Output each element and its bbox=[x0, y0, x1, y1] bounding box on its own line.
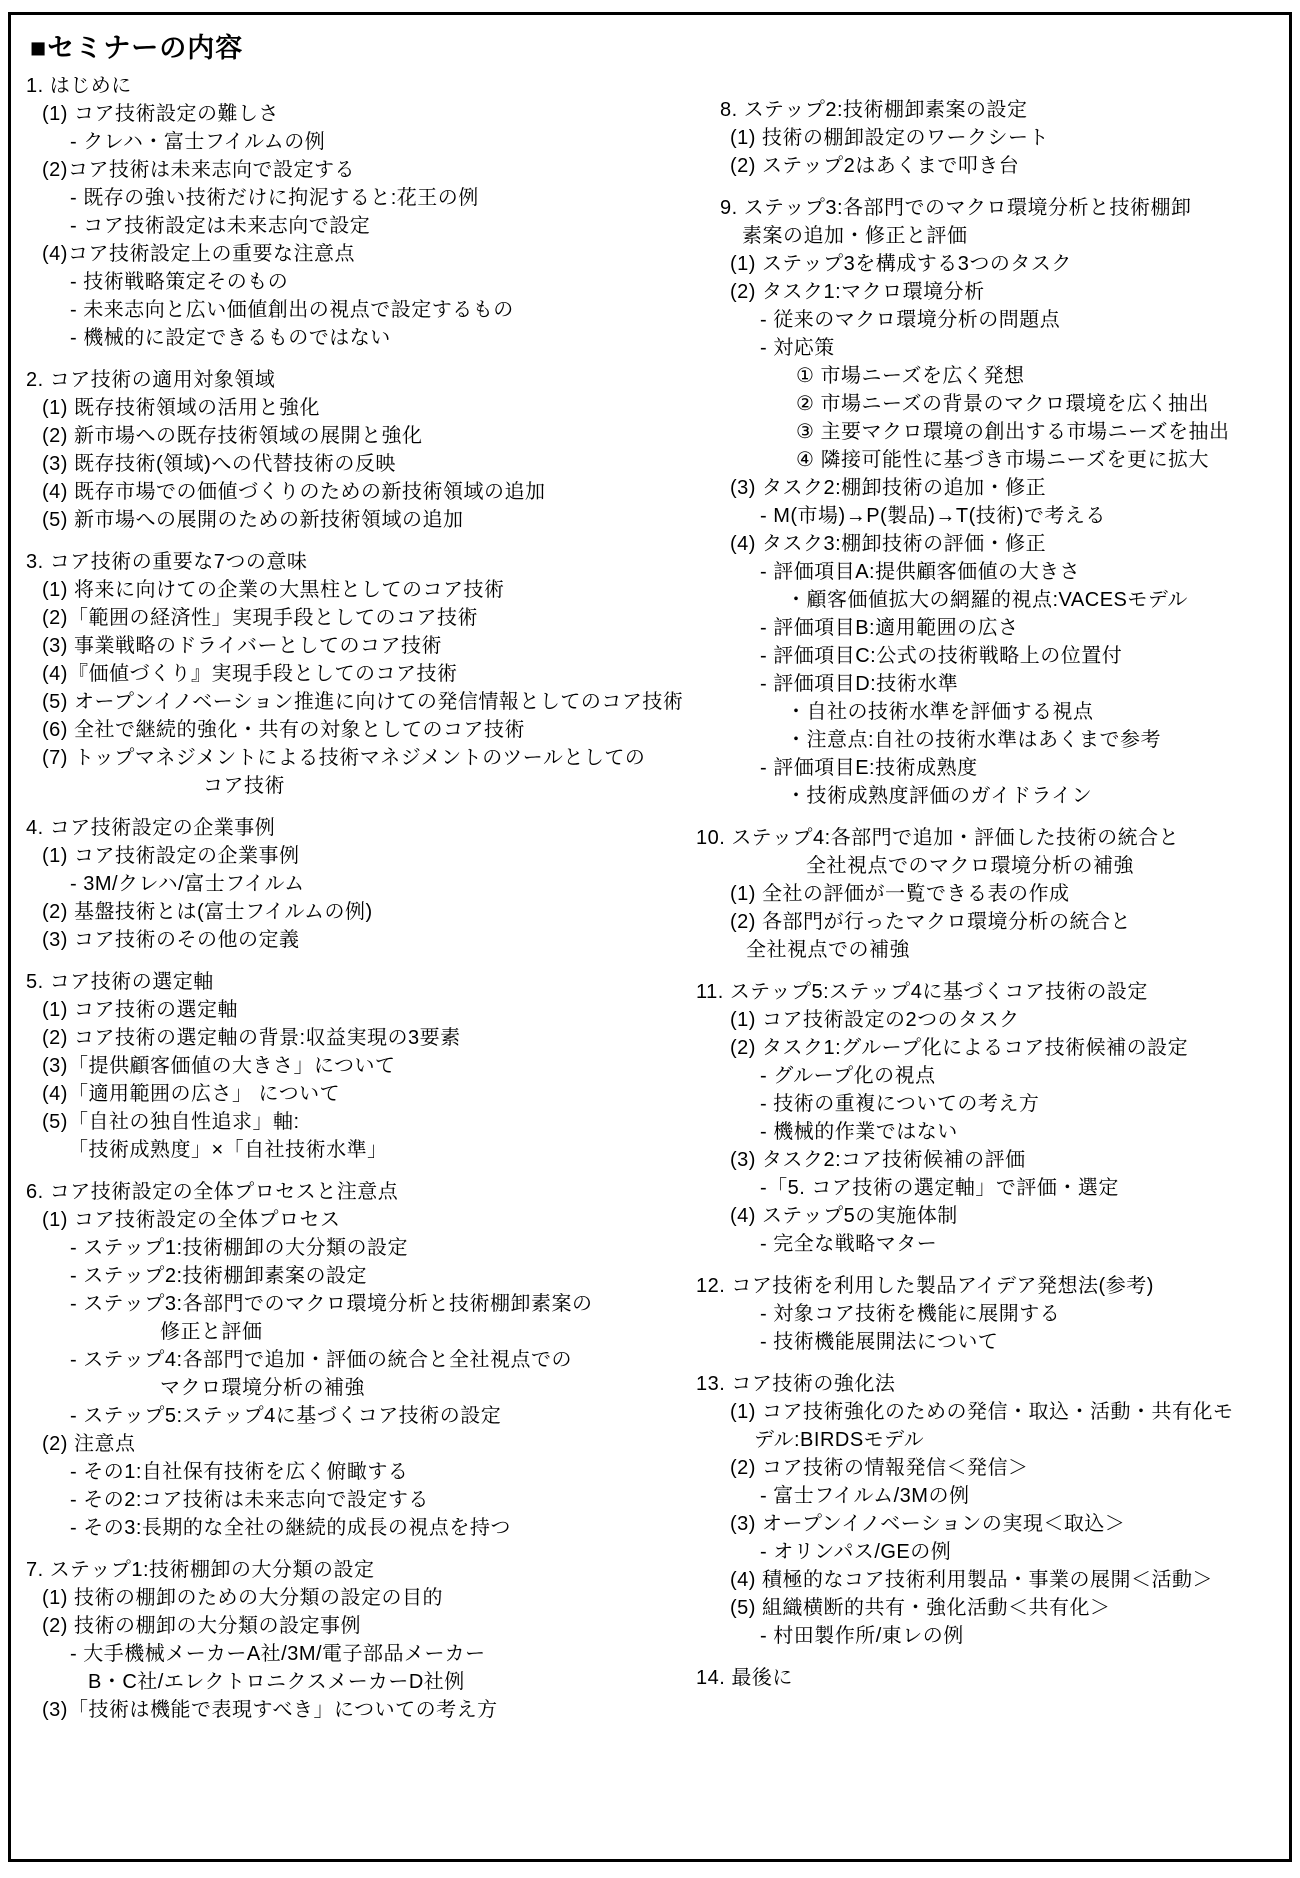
outline-line: (4) 既存市場での価値づくりのための新技術領域の追加 bbox=[42, 481, 546, 503]
outline-line: マクロ環境分析の補強 bbox=[160, 1377, 365, 1399]
outline-line: (4) ステップ5の実施体制 bbox=[730, 1205, 958, 1227]
outline-line: 5. コア技術の選定軸 bbox=[26, 971, 214, 993]
outline-line: 全社視点でのマクロ環境分析の補強 bbox=[806, 855, 1134, 877]
outline-line: (1) 技術の棚卸のための大分類の設定の目的 bbox=[42, 1587, 443, 1609]
outline-line: (5)「自社の独自性追求」軸: bbox=[42, 1111, 300, 1133]
outline-line: 1. はじめに bbox=[26, 75, 132, 97]
outline-line: (1) 将来に向けての企業の大黒柱としてのコア技術 bbox=[42, 579, 505, 601]
outline-line: ・技術成熟度評価のガイドライン bbox=[786, 785, 1093, 807]
outline-line: - 機械的に設定できるものではない bbox=[70, 327, 391, 349]
outline-line: (7) トップマネジメントによる技術マネジメントのツールとしての bbox=[42, 747, 646, 769]
outline-line: - 技術の重複についての考え方 bbox=[760, 1093, 1040, 1115]
outline-line: (1) コア技術の選定軸 bbox=[42, 999, 238, 1021]
outline-line: - M(市場)→P(製品)→T(技術)で考える bbox=[760, 505, 1106, 527]
outline-line: (2) 基盤技術とは(富士フイルムの例) bbox=[42, 901, 373, 923]
outline-line: - ステップ3:各部門でのマクロ環境分析と技術棚卸素案の bbox=[70, 1293, 593, 1315]
outline-line: (2) 新市場への既存技術領域の展開と強化 bbox=[42, 425, 423, 447]
outline-line: - その1:自社保有技術を広く俯瞰する bbox=[70, 1461, 409, 1483]
outline-line: (1) 技術の棚卸設定のワークシート bbox=[730, 127, 1049, 149]
outline-line: - 未来志向と広い価値創出の視点で設定するもの bbox=[70, 299, 514, 321]
outline-line: (1) コア技術設定の難しさ bbox=[42, 103, 279, 125]
outline-line: - 技術機能展開法について bbox=[760, 1331, 999, 1353]
outline-line: (5) オープンイノベーション推進に向けての発信情報としてのコア技術 bbox=[42, 691, 684, 713]
outline-line: ① 市場ニーズを広く発想 bbox=[796, 365, 1025, 387]
outline-line: (3) 既存技術(領域)への代替技術の反映 bbox=[42, 453, 396, 475]
outline-line: - 評価項目B:適用範囲の広さ bbox=[760, 617, 1019, 639]
outline-line: (3) タスク2:コア技術候補の評価 bbox=[730, 1149, 1026, 1171]
outline-line: - 大手機械メーカーA社/3M/電子部品メーカー bbox=[70, 1643, 486, 1665]
outline-line: (2) タスク1:マクロ環境分析 bbox=[730, 281, 985, 303]
outline-line: 12. コア技術を利用した製品アイデア発想法(参考) bbox=[696, 1275, 1154, 1297]
outline-line: (2) 各部門が行ったマクロ環境分析の統合と bbox=[730, 911, 1131, 933]
outline-line: (2)「範囲の経済性」実現手段としてのコア技術 bbox=[42, 607, 478, 629]
outline-line: (5) 新市場への展開のための新技術領域の追加 bbox=[42, 509, 464, 531]
outline-line: デル:BIRDSモデル bbox=[754, 1429, 925, 1451]
outline-line: ② 市場ニーズの背景のマクロ環境を広く抽出 bbox=[796, 393, 1209, 415]
outline-line: (2) 注意点 bbox=[42, 1433, 136, 1455]
outline-line: - 既存の強い技術だけに拘泥すると:花王の例 bbox=[70, 187, 479, 209]
outline-line: 6. コア技術設定の全体プロセスと注意点 bbox=[26, 1181, 399, 1203]
outline-line: - ステップ4:各部門で追加・評価の統合と全社視点での bbox=[70, 1349, 572, 1371]
page-title: ■セミナーの内容 bbox=[30, 33, 244, 63]
outline-line: - 富士フイルム/3Mの例 bbox=[760, 1485, 970, 1507]
outline-line: - 完全な戦略マター bbox=[760, 1233, 938, 1255]
outline-line: 11. ステップ5:ステップ4に基づくコア技術の設定 bbox=[696, 981, 1148, 1003]
outline-line: ④ 隣接可能性に基づき市場ニーズを更に拡大 bbox=[796, 449, 1209, 471]
outline-line: (4)「適用範囲の広さ」 について bbox=[42, 1083, 341, 1105]
outline-line: 10. ステップ4:各部門で追加・評価した技術の統合と bbox=[696, 827, 1180, 849]
outline-line: コア技術 bbox=[203, 775, 285, 797]
outline-line: -「5. コア技術の選定軸」で評価・選定 bbox=[760, 1177, 1119, 1199]
outline-line: (4)コア技術設定上の重要な注意点 bbox=[42, 243, 355, 265]
outline-line: - クレハ・富士フイルムの例 bbox=[70, 131, 326, 153]
outline-line: ・自社の技術水準を評価する視点 bbox=[786, 701, 1094, 723]
outline-line: (4) タスク3:棚卸技術の評価・修正 bbox=[730, 533, 1047, 555]
outline-line: (1) コア技術設定の企業事例 bbox=[42, 845, 300, 867]
outline-line: 13. コア技術の強化法 bbox=[696, 1373, 896, 1395]
outline-line: - ステップ5:ステップ4に基づくコア技術の設定 bbox=[70, 1405, 502, 1427]
outline-line: (2) コア技術の情報発信＜発信＞ bbox=[730, 1457, 1029, 1479]
outline-line: - オリンパス/GEの例 bbox=[760, 1541, 952, 1563]
outline-line: (1) ステップ3を構成する3つのタスク bbox=[730, 253, 1072, 275]
outline-line: - 従来のマクロ環境分析の問題点 bbox=[760, 309, 1061, 331]
outline-line: - グループ化の視点 bbox=[760, 1065, 936, 1087]
outline-line: (2) ステップ2はあくまで叩き台 bbox=[730, 155, 1020, 177]
outline-line: ③ 主要マクロ環境の創出する市場ニーズを抽出 bbox=[796, 421, 1230, 443]
outline-line: - 村田製作所/東レの例 bbox=[760, 1625, 964, 1647]
outline-line: (3) タスク2:棚卸技術の追加・修正 bbox=[730, 477, 1047, 499]
outline-line: - 評価項目C:公式の技術戦略上の位置付 bbox=[760, 645, 1123, 667]
outline-line: - 評価項目D:技術水準 bbox=[760, 673, 959, 695]
outline-line: (1) コア技術設定の全体プロセス bbox=[42, 1209, 341, 1231]
outline-line: (2) タスク1:グループ化によるコア技術候補の設定 bbox=[730, 1037, 1189, 1059]
outline-line: - その3:長期的な全社の継続的成長の視点を持つ bbox=[70, 1517, 511, 1539]
outline-line: 7. ステップ1:技術棚卸の大分類の設定 bbox=[26, 1559, 375, 1581]
outline-line: - 対応策 bbox=[760, 337, 835, 359]
outline-line: - コア技術設定は未来志向で設定 bbox=[70, 215, 371, 237]
outline-line: - 機械的作業ではない bbox=[760, 1121, 958, 1143]
outline-line: 「技術成熟度」×「自社技術水準」 bbox=[68, 1139, 388, 1161]
outline-line: - その2:コア技術は未来志向で設定する bbox=[70, 1489, 429, 1511]
outline-line: (5) 組織横断的共有・強化活動＜共有化＞ bbox=[730, 1597, 1111, 1619]
outline-line: - ステップ1:技術棚卸の大分類の設定 bbox=[70, 1237, 408, 1259]
outline-line: (1) コア技術強化のための発信・取込・活動・共有化モ bbox=[730, 1401, 1234, 1423]
outline-line: (1) 全社の評価が一覧できる表の作成 bbox=[730, 883, 1070, 905]
outline-line: 3. コア技術の重要な7つの意味 bbox=[26, 551, 308, 573]
outline-line: (3)「技術は機能で表現すべき」についての考え方 bbox=[42, 1699, 498, 1721]
outline-line: - 対象コア技術を機能に展開する bbox=[760, 1303, 1061, 1325]
outline-column-left bbox=[26, 72, 683, 1724]
outline-line: (2)コア技術は未来志向で設定する bbox=[42, 159, 355, 181]
outline-line: - 評価項目E:技術成熟度 bbox=[760, 757, 978, 779]
outline-line: (3)「提供顧客価値の大きさ」について bbox=[42, 1055, 396, 1077]
outline-line: 修正と評価 bbox=[160, 1321, 263, 1343]
outline-line: 4. コア技術設定の企業事例 bbox=[26, 817, 276, 839]
outline-line: ・注意点:自社の技術水準はあくまで参考 bbox=[786, 729, 1162, 751]
outline-line: 9. ステップ3:各部門でのマクロ環境分析と技術棚卸 bbox=[720, 197, 1192, 219]
outline-line: (3) コア技術のその他の定義 bbox=[42, 929, 300, 951]
outline-line: 8. ステップ2:技術棚卸素案の設定 bbox=[720, 99, 1028, 121]
outline-line: (6) 全社で継続的強化・共有の対象としてのコア技術 bbox=[42, 719, 525, 741]
outline-line: ・顧客価値拡大の網羅的視点:VACESモデル bbox=[786, 589, 1188, 611]
outline-line: B・C社/エレクトロニクスメーカーD社例 bbox=[88, 1671, 465, 1693]
outline-line: (4) 積極的なコア技術利用製品・事業の展開＜活動＞ bbox=[730, 1569, 1213, 1591]
outline-line: 素案の追加・修正と評価 bbox=[742, 225, 968, 247]
outline-line: (2) 技術の棚卸の大分類の設定事例 bbox=[42, 1615, 361, 1637]
outline-line: (2) コア技術の選定軸の背景:収益実現の3要素 bbox=[42, 1027, 461, 1049]
outline-line: (3) オープンイノベーションの実現＜取込＞ bbox=[730, 1513, 1126, 1535]
outline-line: (4)『価値づくり』実現手段としてのコア技術 bbox=[42, 663, 458, 685]
outline-line: - ステップ2:技術棚卸素案の設定 bbox=[70, 1265, 367, 1287]
outline-line: (3) 事業戦略のドライバーとしてのコア技術 bbox=[42, 635, 442, 657]
outline-line: (1) 既存技術領域の活用と強化 bbox=[42, 397, 320, 419]
outline-column-right bbox=[696, 96, 1234, 1692]
outline-line: - 3M/クレハ/富士フイルム bbox=[70, 873, 305, 895]
outline-line: - 評価項目A:提供顧客価値の大きさ bbox=[760, 561, 1081, 583]
outline-line: (1) コア技術設定の2つのタスク bbox=[730, 1009, 1020, 1031]
outline-line: 全社視点での補強 bbox=[746, 939, 910, 961]
outline-line: 14. 最後に bbox=[696, 1667, 793, 1689]
outline-line: 2. コア技術の適用対象領域 bbox=[26, 369, 276, 391]
outline-line: - 技術戦略策定そのもの bbox=[70, 271, 289, 293]
